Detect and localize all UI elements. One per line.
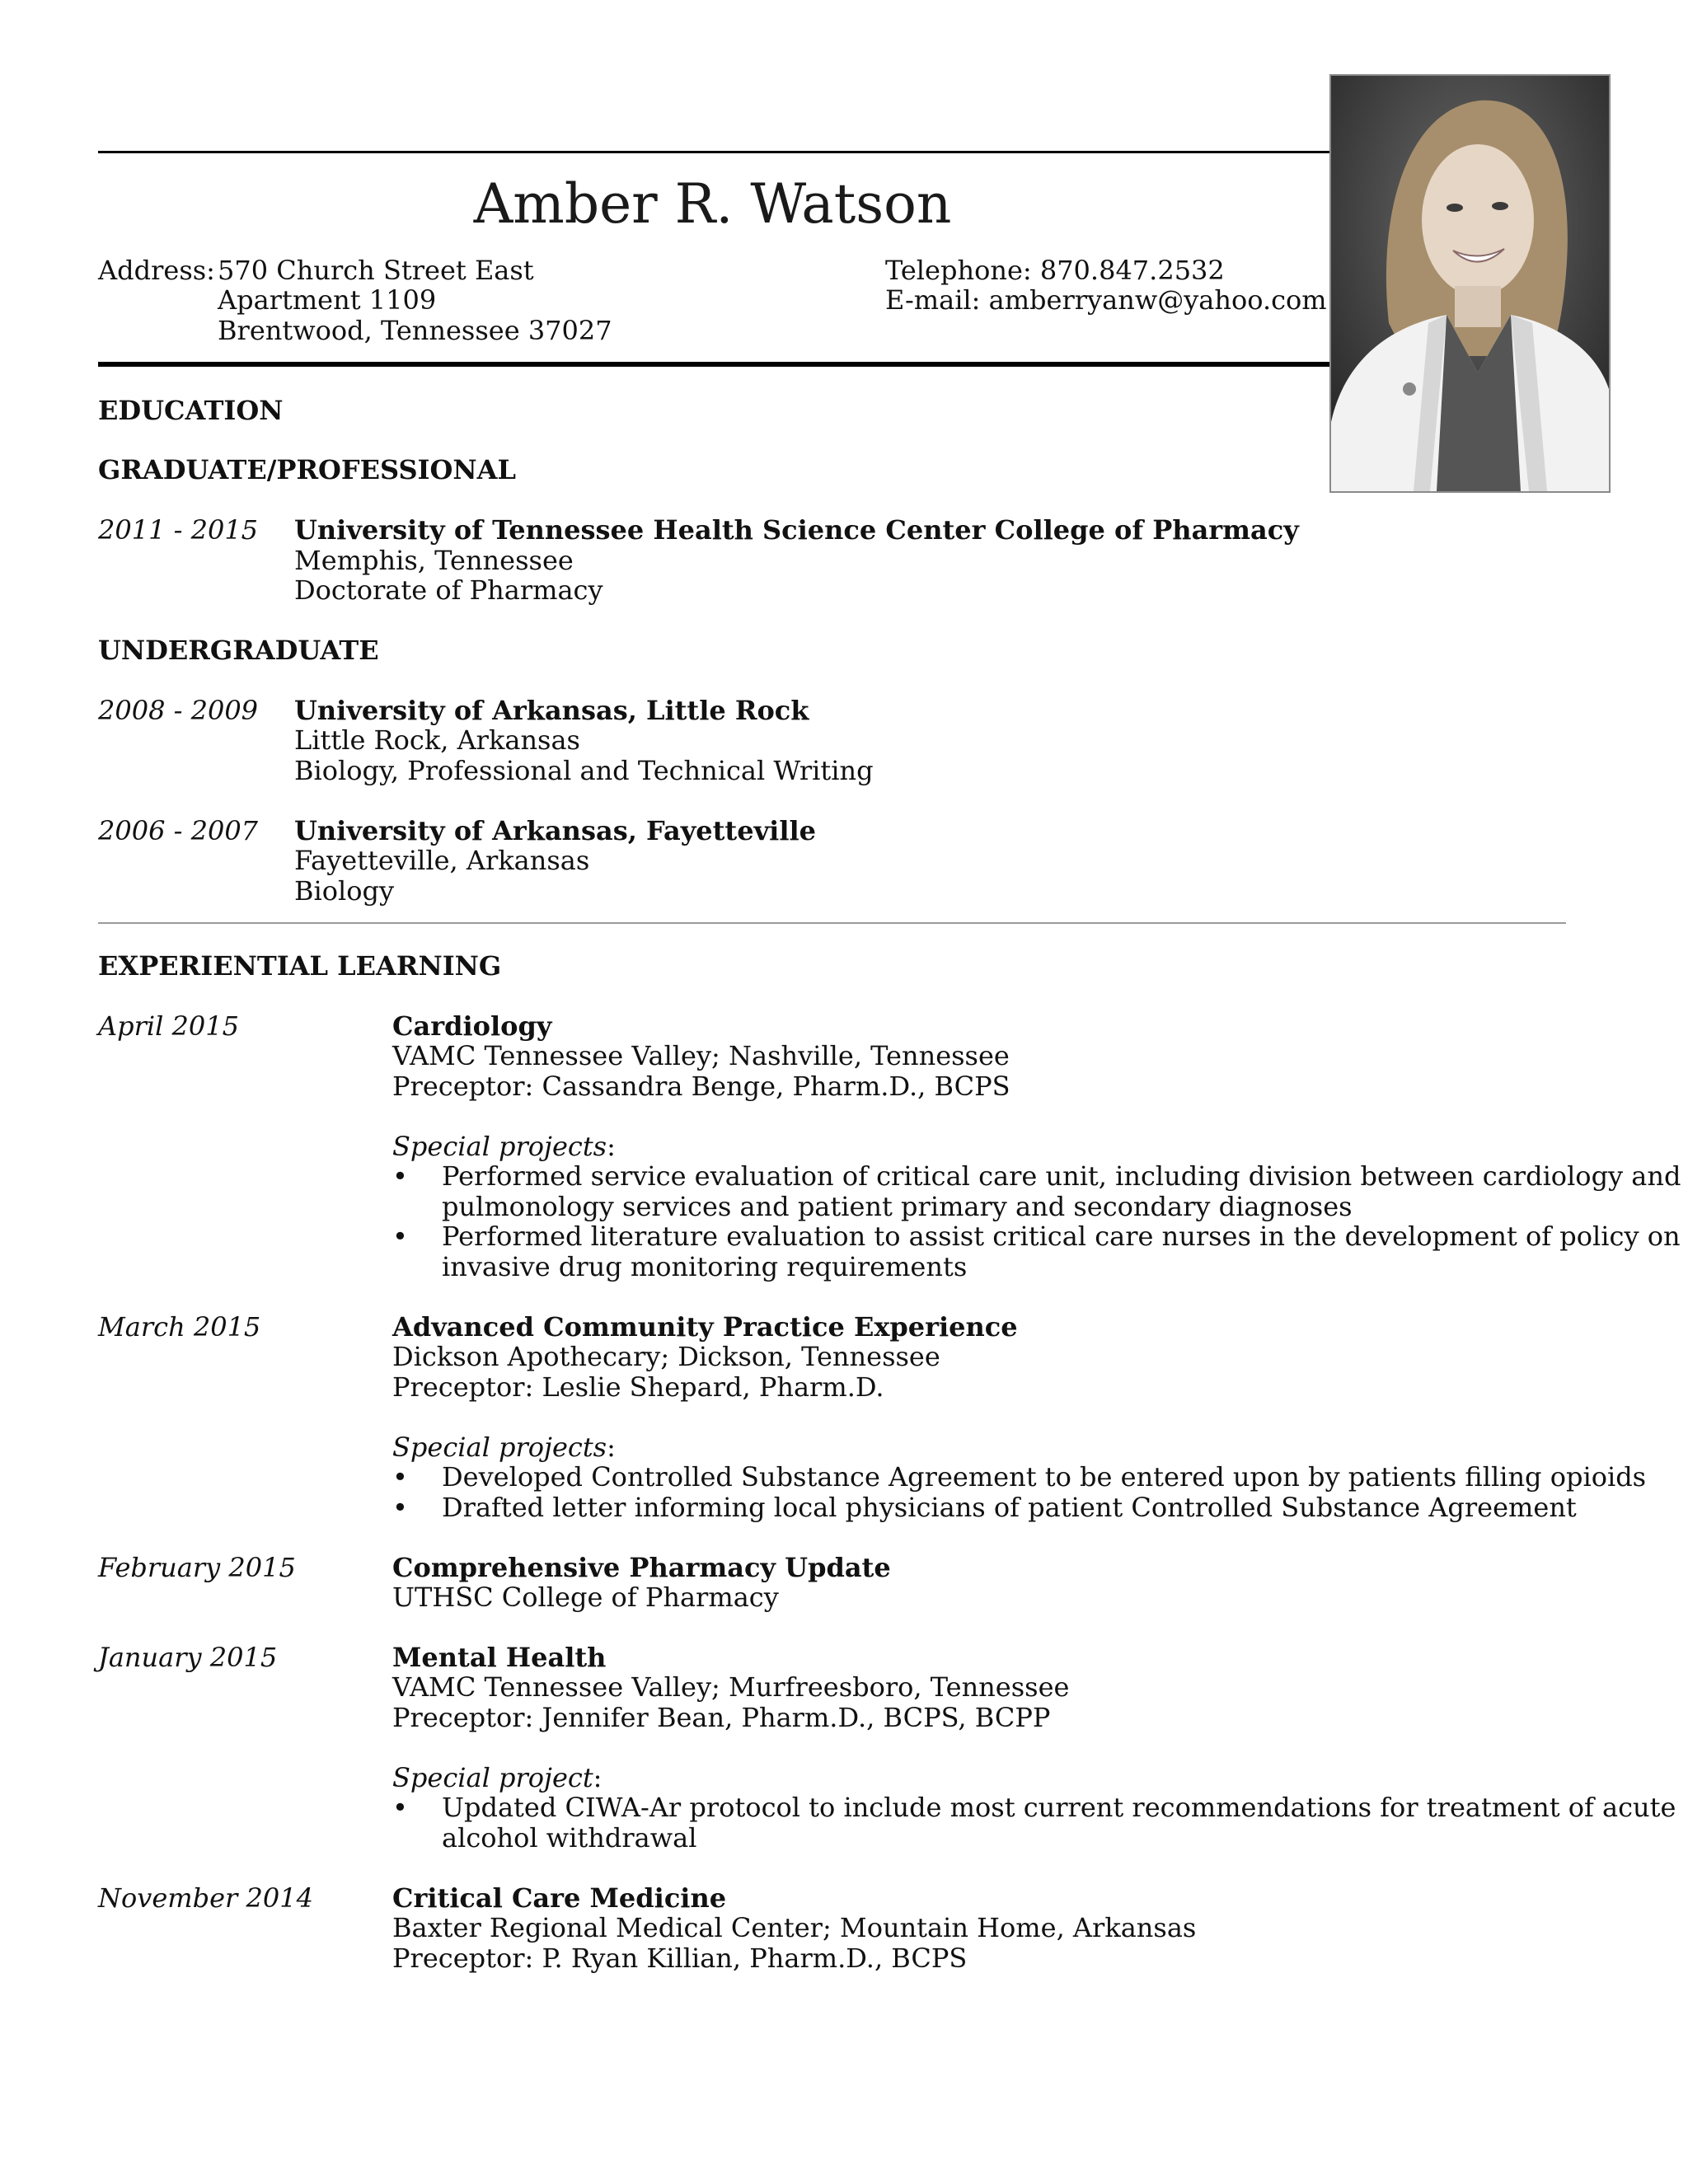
exp-4-projects-colon: :	[593, 1762, 603, 1793]
undergraduate-heading: UNDERGRADUATE	[98, 635, 379, 666]
telephone: Telephone: 870.847.2532	[885, 255, 1225, 286]
exp-1-bullet-2-line-2: invasive drug monitoring requirements	[442, 1251, 968, 1282]
exp-2-projects-colon: :	[607, 1432, 616, 1463]
section-divider	[98, 922, 1566, 924]
portrait-photo	[1329, 74, 1611, 493]
undergrad-2-dates: 2006 - 2007	[98, 815, 259, 846]
undergrad-2-location: Fayetteville, Arkansas	[294, 845, 590, 876]
exp-4-projects-label	[392, 1763, 602, 1793]
exp-1-line-2: Preceptor: Cassandra Benge, Pharm.D., BCPS	[392, 1071, 1010, 1102]
exp-4-bullet-1-line-2: alcohol withdrawal	[442, 1822, 697, 1854]
exp-2-bullet-1: Developed Controlled Substance Agreement to be entered upon by patients filling opioids	[442, 1461, 1647, 1493]
portrait-photo-icon	[1331, 76, 1609, 491]
graduate-heading: GRADUATE/PROFESSIONAL	[98, 454, 516, 485]
exp-1-date: April 2015	[98, 1010, 239, 1042]
exp-4-line-2: Preceptor: Jennifer Bean, Pharm.D., BCPS, BCPP	[392, 1702, 1051, 1733]
undergrad-1-dates: 2008 - 2009	[98, 695, 259, 726]
exp-1-bullet-1-line-2: pulmonology services and patient primary and secondary diagnoses	[442, 1191, 1353, 1222]
undergrad-1-degree: Biology, Professional and Technical Writing	[294, 755, 874, 786]
exp-1-projects-label-text: Special projects	[392, 1131, 607, 1162]
candidate-name: Amber R. Watson	[473, 172, 952, 236]
exp-2-bullet-2: Drafted letter informing local physicians of patient Controlled Substance Agreement	[442, 1492, 1577, 1523]
exp-5-date: November 2014	[98, 1882, 313, 1914]
bullet-marker: •	[392, 1792, 408, 1823]
address-line-2: Apartment 1109	[218, 284, 437, 316]
exp-3-title: Comprehensive Pharmacy Update	[392, 1552, 891, 1583]
exp-2-line-2: Preceptor: Leslie Shepard, Pharm.D.	[392, 1371, 884, 1403]
graduate-school: University of Tennessee Health Science Center College of Pharmacy	[294, 514, 1299, 546]
bullet-marker: •	[392, 1160, 408, 1192]
graduate-location: Memphis, Tennessee	[294, 545, 574, 576]
exp-2-projects-label-text: Special projects	[392, 1432, 607, 1463]
experience-heading: EXPERIENTIAL LEARNING	[98, 950, 502, 982]
exp-1-line-1: VAMC Tennessee Valley; Nashville, Tennessee	[392, 1040, 1010, 1071]
exp-1-bullet-1-line-1: Performed service evaluation of critical care unit, including division between cardiology and	[442, 1160, 1681, 1192]
bullet-marker: •	[392, 1492, 408, 1523]
address-line-3: Brentwood, Tennessee 37027	[218, 315, 612, 346]
exp-4-projects-label-text: Special project	[392, 1762, 593, 1793]
exp-4-bullet-1-line-1: Updated CIWA-Ar protocol to include most current recommendations for treatment of acute	[442, 1792, 1676, 1823]
exp-4-title: Mental Health	[392, 1642, 607, 1673]
graduate-dates: 2011 - 2015	[98, 514, 259, 546]
graduate-degree: Doctorate of Pharmacy	[294, 574, 603, 606]
exp-2-title: Advanced Community Practice Experience	[392, 1311, 1018, 1343]
email: E-mail: amberryanw@yahoo.com	[885, 284, 1327, 316]
undergrad-2-school: University of Arkansas, Fayetteville	[294, 815, 816, 846]
undergrad-1-school: University of Arkansas, Little Rock	[294, 695, 809, 726]
exp-1-title: Cardiology	[392, 1010, 552, 1042]
exp-2-projects-label	[392, 1432, 616, 1463]
header-bottom-rule	[98, 362, 1332, 367]
exp-2-date: March 2015	[98, 1311, 261, 1343]
address-label: Address:	[98, 255, 215, 286]
exp-1-projects-colon: :	[607, 1131, 616, 1162]
education-heading: EDUCATION	[98, 395, 284, 426]
header-top-rule	[98, 151, 1332, 153]
bullet-marker: •	[392, 1461, 408, 1493]
exp-4-line-1: VAMC Tennessee Valley; Murfreesboro, Tennessee	[392, 1671, 1070, 1703]
bullet-marker: •	[392, 1221, 408, 1252]
exp-3-line-1: UTHSC College of Pharmacy	[392, 1582, 779, 1613]
exp-1-projects-label	[392, 1132, 616, 1162]
exp-1-bullet-2-line-1: Performed literature evaluation to assist critical care nurses in the development of policy on	[442, 1221, 1681, 1252]
exp-2-line-1: Dickson Apothecary; Dickson, Tennessee	[392, 1341, 940, 1372]
address-line-1: 570 Church Street East	[218, 255, 534, 286]
exp-5-line-1: Baxter Regional Medical Center; Mountain Home, Arkansas	[392, 1912, 1197, 1943]
exp-5-line-2: Preceptor: P. Ryan Killian, Pharm.D., BCPS	[392, 1943, 968, 1974]
exp-5-title: Critical Care Medicine	[392, 1882, 727, 1914]
undergrad-2-degree: Biology	[294, 875, 395, 907]
exp-4-date: January 2015	[98, 1642, 278, 1673]
undergrad-1-location: Little Rock, Arkansas	[294, 724, 580, 756]
exp-3-date: February 2015	[98, 1552, 296, 1583]
